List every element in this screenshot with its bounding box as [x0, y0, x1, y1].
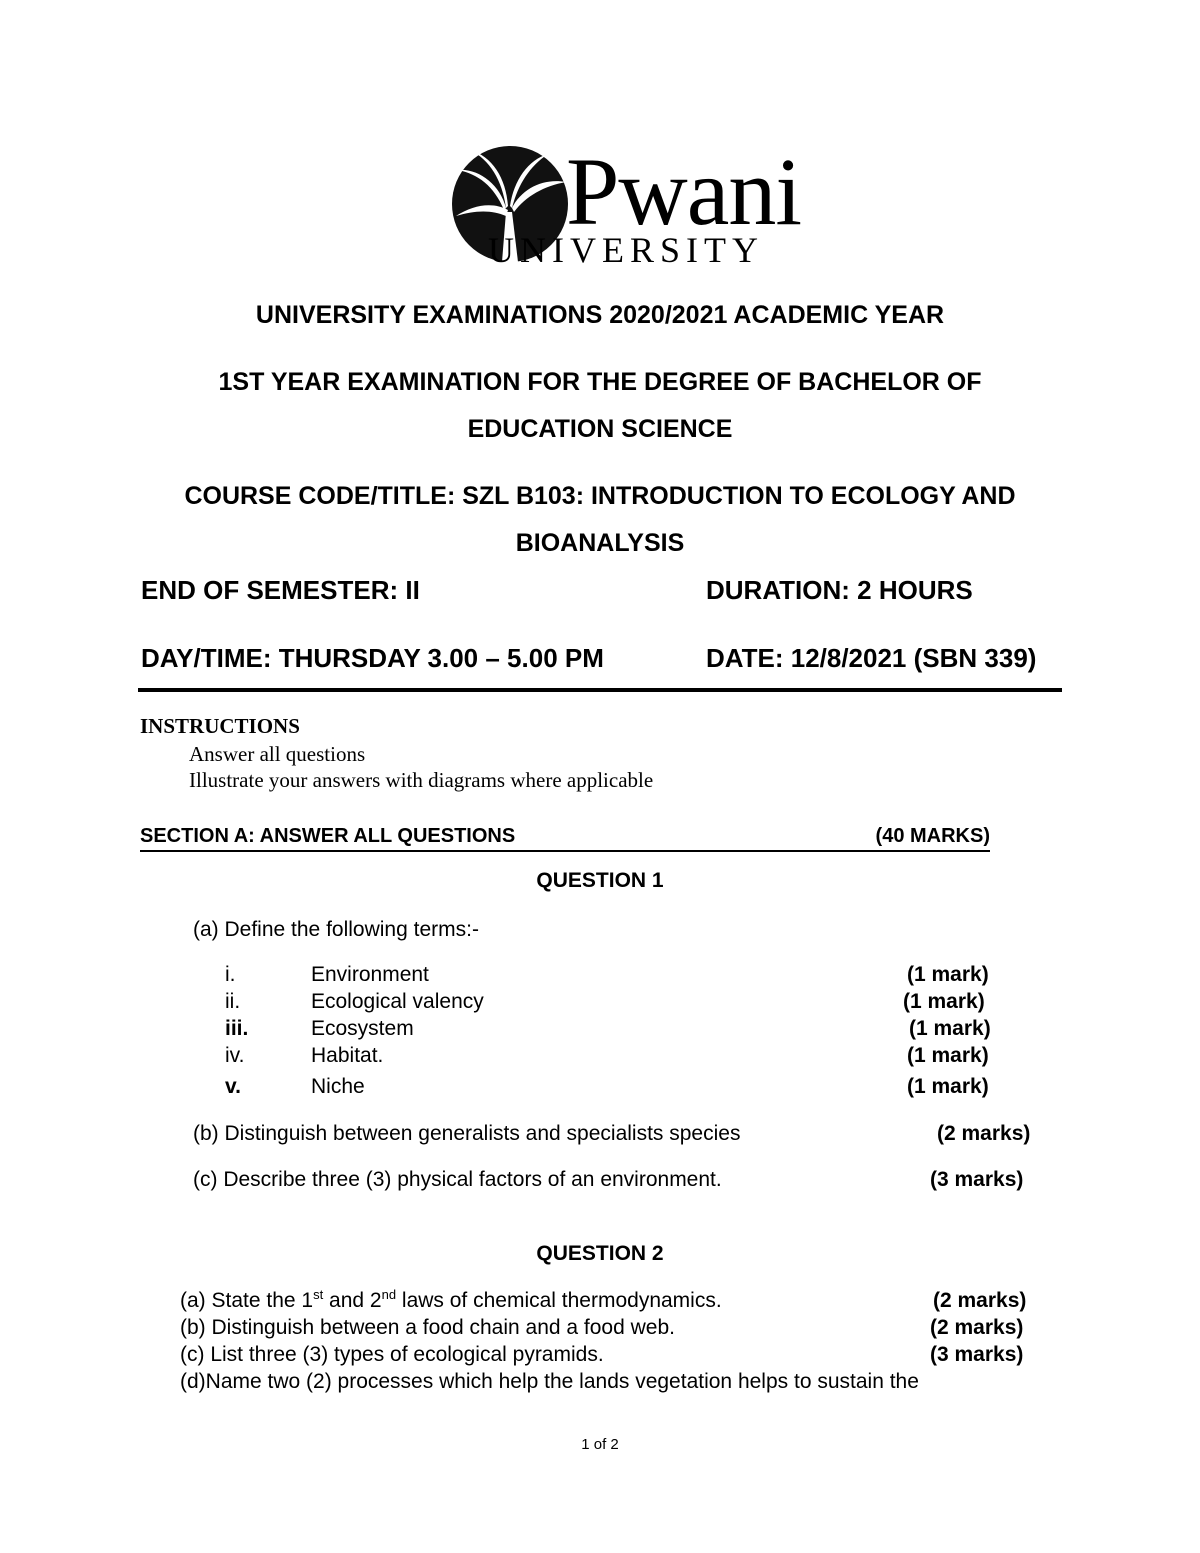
question-2a-text-mid: and 2 — [323, 1289, 382, 1312]
instruction-item: Illustrate your answers with diagrams where applicable — [189, 768, 654, 792]
term-text: Habitat. — [311, 1044, 384, 1067]
question-2-title: QUESTION 2 — [536, 1242, 664, 1265]
term-number: i. — [225, 963, 236, 986]
question-1-title: QUESTION 1 — [536, 869, 664, 892]
header-divider — [138, 688, 1062, 692]
degree-heading-line2: EDUCATION SCIENCE — [467, 415, 733, 443]
course-heading-line2: BIOANALYSIS — [515, 529, 685, 557]
term-mark: (1 mark) — [909, 1017, 991, 1040]
section-a-marks: (40 MARKS) — [875, 825, 990, 847]
degree-heading-line1: 1ST YEAR EXAMINATION FOR THE DEGREE OF BACHELOR OF — [218, 368, 982, 396]
question-1c-mark: (3 marks) — [930, 1168, 1024, 1191]
term-number: iv. — [225, 1044, 245, 1067]
question-2b-mark: (2 marks) — [930, 1316, 1024, 1339]
question-1c: (c) Describe three (3) physical factors of an environment. — [193, 1168, 722, 1191]
question-2a — [180, 1288, 722, 1314]
question-1b: (b) Distinguish between generalists and specialists species — [193, 1122, 741, 1145]
term-text: Ecosystem — [311, 1017, 414, 1040]
question-2b: (b) Distinguish between a food chain and a food web. — [180, 1316, 675, 1339]
daytime-label: DAY/TIME: THURSDAY 3.00 – 5.00 PM — [141, 643, 604, 673]
question-2c: (c) List three (3) types of ecological pyramids. — [180, 1343, 604, 1366]
term-number: v. — [225, 1075, 241, 1098]
exam-year-heading: UNIVERSITY EXAMINATIONS 2020/2021 ACADEMIC YEAR — [255, 301, 945, 329]
date-label: DATE: 12/8/2021 (SBN 339) — [706, 643, 1037, 673]
term-text: Niche — [311, 1075, 365, 1098]
question-2a-mark: (2 marks) — [933, 1289, 1027, 1312]
term-text: Ecological valency — [311, 990, 484, 1013]
term-mark: (1 mark) — [903, 990, 985, 1013]
duration-label: DURATION: 2 HOURS — [706, 575, 973, 605]
instruction-item: Answer all questions — [189, 742, 366, 766]
term-mark: (1 mark) — [907, 1075, 989, 1098]
logo-wordmark: Pwani — [566, 138, 801, 245]
semester-label: END OF SEMESTER: II — [141, 575, 420, 605]
term-number: iii. — [225, 1017, 249, 1040]
question-1b-mark: (2 marks) — [937, 1122, 1031, 1145]
page-number: 1 of 2 — [581, 1436, 619, 1453]
question-2a-text-end: laws of chemical thermodynamics. — [396, 1289, 722, 1312]
term-mark: (1 mark) — [907, 1044, 989, 1067]
question-1a: (a) Define the following terms:- — [193, 918, 479, 941]
university-logo — [448, 138, 801, 270]
term-number: ii. — [225, 990, 241, 1013]
superscript-st: st — [313, 1287, 324, 1302]
question-2d: (d)Name two (2) processes which help the lands vegetation helps to sustain the — [180, 1370, 919, 1393]
question-2c-mark: (3 marks) — [930, 1343, 1024, 1366]
superscript-nd: nd — [381, 1287, 397, 1302]
question-2a-text-start: (a) State the 1 — [180, 1289, 314, 1312]
term-mark: (1 mark) — [907, 963, 989, 986]
logo-subtitle: UNIVERSITY — [488, 230, 764, 270]
section-a-heading — [140, 822, 990, 852]
instructions-title: INSTRUCTIONS — [140, 714, 300, 738]
course-heading-line1: COURSE CODE/TITLE: SZL B103: INTRODUCTION TO ECOLOGY AND — [184, 482, 1016, 510]
term-text: Environment — [311, 963, 429, 986]
section-a-title: SECTION A: ANSWER ALL QUESTIONS — [140, 825, 516, 847]
